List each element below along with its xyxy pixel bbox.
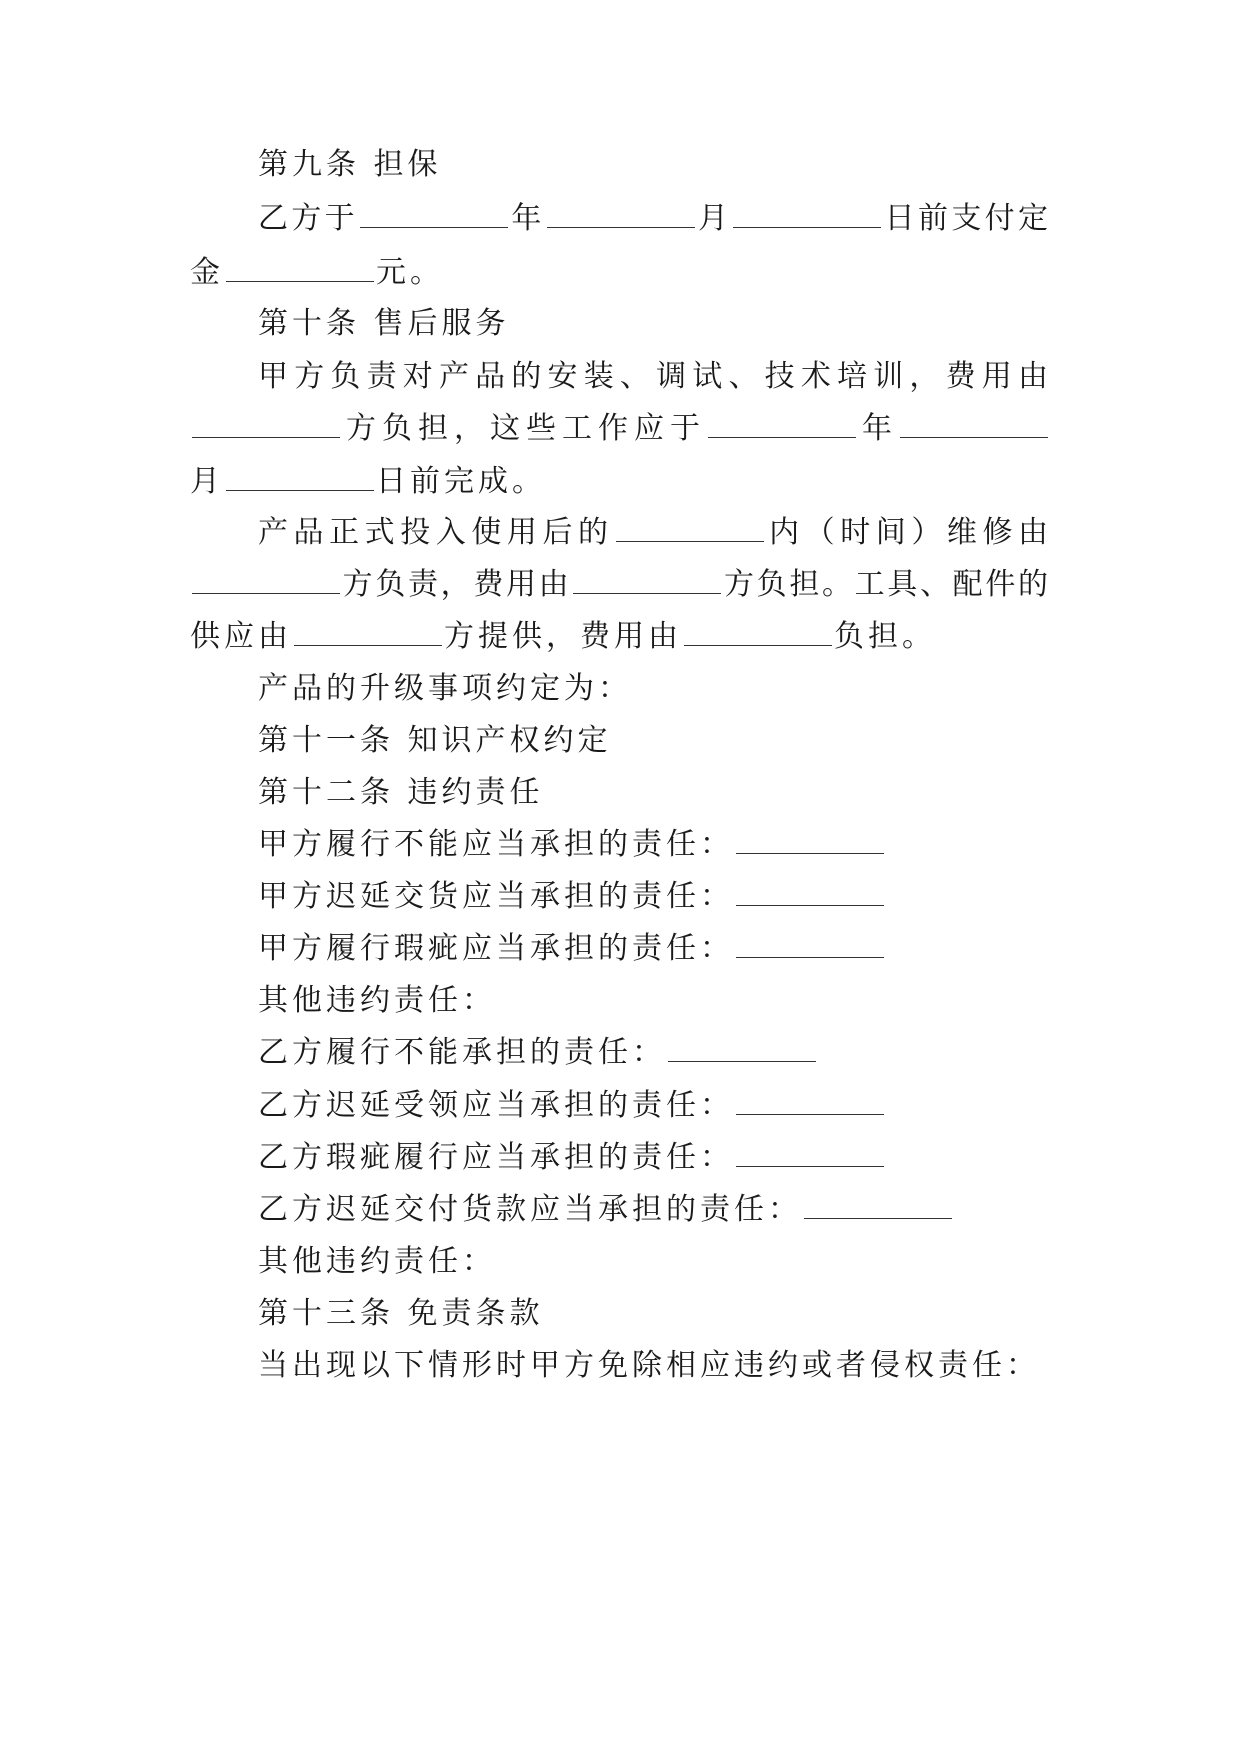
install-line-3 (190, 462, 1050, 502)
exemption-text: 当出现以下情形时甲方免除相应违约或者侵权责任： (258, 1348, 1040, 1383)
install-text-5: 日前完成。 (376, 464, 546, 499)
fill-blank-liability-b-4[interactable] (804, 1192, 952, 1219)
liability-b-4 (258, 1190, 1050, 1230)
liability-b-1 (258, 1033, 1050, 1073)
install-text-3: 年 (858, 411, 898, 446)
liability-b-1-text: 乙方履行不能承担的责任： (258, 1035, 666, 1070)
liability-a-3 (258, 929, 1050, 969)
liability-a-3-text: 甲方履行瑕疵应当承担的责任： (258, 931, 734, 966)
liability-a-1-text: 甲方履行不能应当承担的责任： (258, 827, 734, 862)
fill-blank-deposit-month[interactable] (547, 201, 695, 228)
article-11-heading (258, 721, 1050, 761)
article-12-heading-text: 第十二条 违约责任 (258, 775, 544, 810)
repair-line-2 (190, 565, 1050, 605)
upgrade-line (258, 669, 1050, 709)
deposit-text-4: 日前支付定 (883, 201, 1051, 236)
liability-a-2 (258, 877, 1050, 917)
liability-b-5-text: 其他违约责任： (258, 1244, 496, 1279)
liability-a-1 (258, 825, 1050, 865)
install-text-4: 月 (190, 464, 224, 499)
liability-b-2 (258, 1086, 1050, 1126)
deposit-text-6: 元。 (376, 255, 444, 290)
exemption-line (258, 1346, 1050, 1386)
liability-b-2-text: 乙方迟延受领应当承担的责任： (258, 1088, 734, 1123)
fill-blank-supply-party[interactable] (294, 619, 442, 646)
repair-text-2: 内（时间）维修由 (765, 515, 1051, 550)
article-11-heading-text: 第十一条 知识产权约定 (258, 723, 612, 758)
install-text-1: 甲方负责对产品的安装、调试、技术培训，费用由 (258, 359, 1050, 394)
article-9-heading (258, 145, 1050, 185)
article-12-heading (258, 773, 1050, 813)
liability-b-5 (258, 1242, 1050, 1282)
fill-blank-liability-a-2[interactable] (736, 879, 884, 906)
liability-b-3-text: 乙方瑕疵履行应当承担的责任： (258, 1140, 734, 1175)
deposit-text-5: 金 (190, 255, 224, 290)
liability-a-4-text: 其他违约责任： (258, 983, 496, 1018)
deposit-line-1 (258, 199, 1050, 239)
repair-text-7: 负担。 (834, 619, 936, 654)
article-13-heading (258, 1294, 1050, 1334)
install-line-1 (258, 357, 1050, 397)
fill-blank-deposit-amount[interactable] (226, 255, 374, 282)
fill-blank-supply-cost-party[interactable] (684, 619, 832, 646)
fill-blank-install-day[interactable] (226, 464, 374, 491)
article-9-heading-text: 第九条 担保 (258, 147, 442, 182)
article-10-heading-text: 第十条 售后服务 (258, 306, 510, 341)
fill-blank-install-year[interactable] (708, 411, 856, 438)
install-line-2 (190, 409, 1050, 449)
liability-b-4-text: 乙方迟延交付货款应当承担的责任： (258, 1192, 802, 1227)
fill-blank-install-month[interactable] (900, 411, 1048, 438)
liability-a-4 (258, 981, 1050, 1021)
fill-blank-install-party[interactable] (192, 411, 340, 438)
install-text-2: 方负担，这些工作应于 (342, 411, 706, 446)
deposit-text-3: 月 (696, 201, 732, 236)
fill-blank-liability-a-3[interactable] (736, 931, 884, 958)
deposit-text-1: 乙方于 (258, 201, 358, 236)
upgrade-text: 产品的升级事项约定为： (258, 671, 632, 706)
liability-a-2-text: 甲方迟延交货应当承担的责任： (258, 879, 734, 914)
fill-blank-liability-a-1[interactable] (736, 827, 884, 854)
fill-blank-repair-party[interactable] (192, 567, 340, 594)
deposit-text-2: 年 (510, 201, 545, 236)
repair-text-5: 供应由 (190, 619, 292, 654)
repair-line-1 (258, 513, 1050, 553)
repair-text-4: 方负担。工具、配件的 (723, 567, 1051, 602)
fill-blank-liability-b-3[interactable] (736, 1140, 884, 1167)
fill-blank-repair-cost-party[interactable] (573, 567, 721, 594)
repair-text-1: 产品正式投入使用后的 (258, 515, 614, 550)
fill-blank-deposit-day[interactable] (733, 201, 881, 228)
article-13-heading-text: 第十三条 免责条款 (258, 1296, 544, 1331)
fill-blank-repair-period[interactable] (616, 515, 764, 542)
repair-text-3: 方负责，费用由 (342, 567, 572, 602)
fill-blank-liability-b-2[interactable] (736, 1088, 884, 1115)
repair-line-3 (190, 617, 1050, 657)
fill-blank-deposit-year[interactable] (360, 201, 508, 228)
repair-text-6: 方提供，费用由 (444, 619, 682, 654)
article-10-heading (258, 304, 1050, 344)
deposit-line-2 (190, 253, 1050, 293)
liability-b-3 (258, 1138, 1050, 1178)
fill-blank-liability-b-1[interactable] (668, 1035, 816, 1062)
